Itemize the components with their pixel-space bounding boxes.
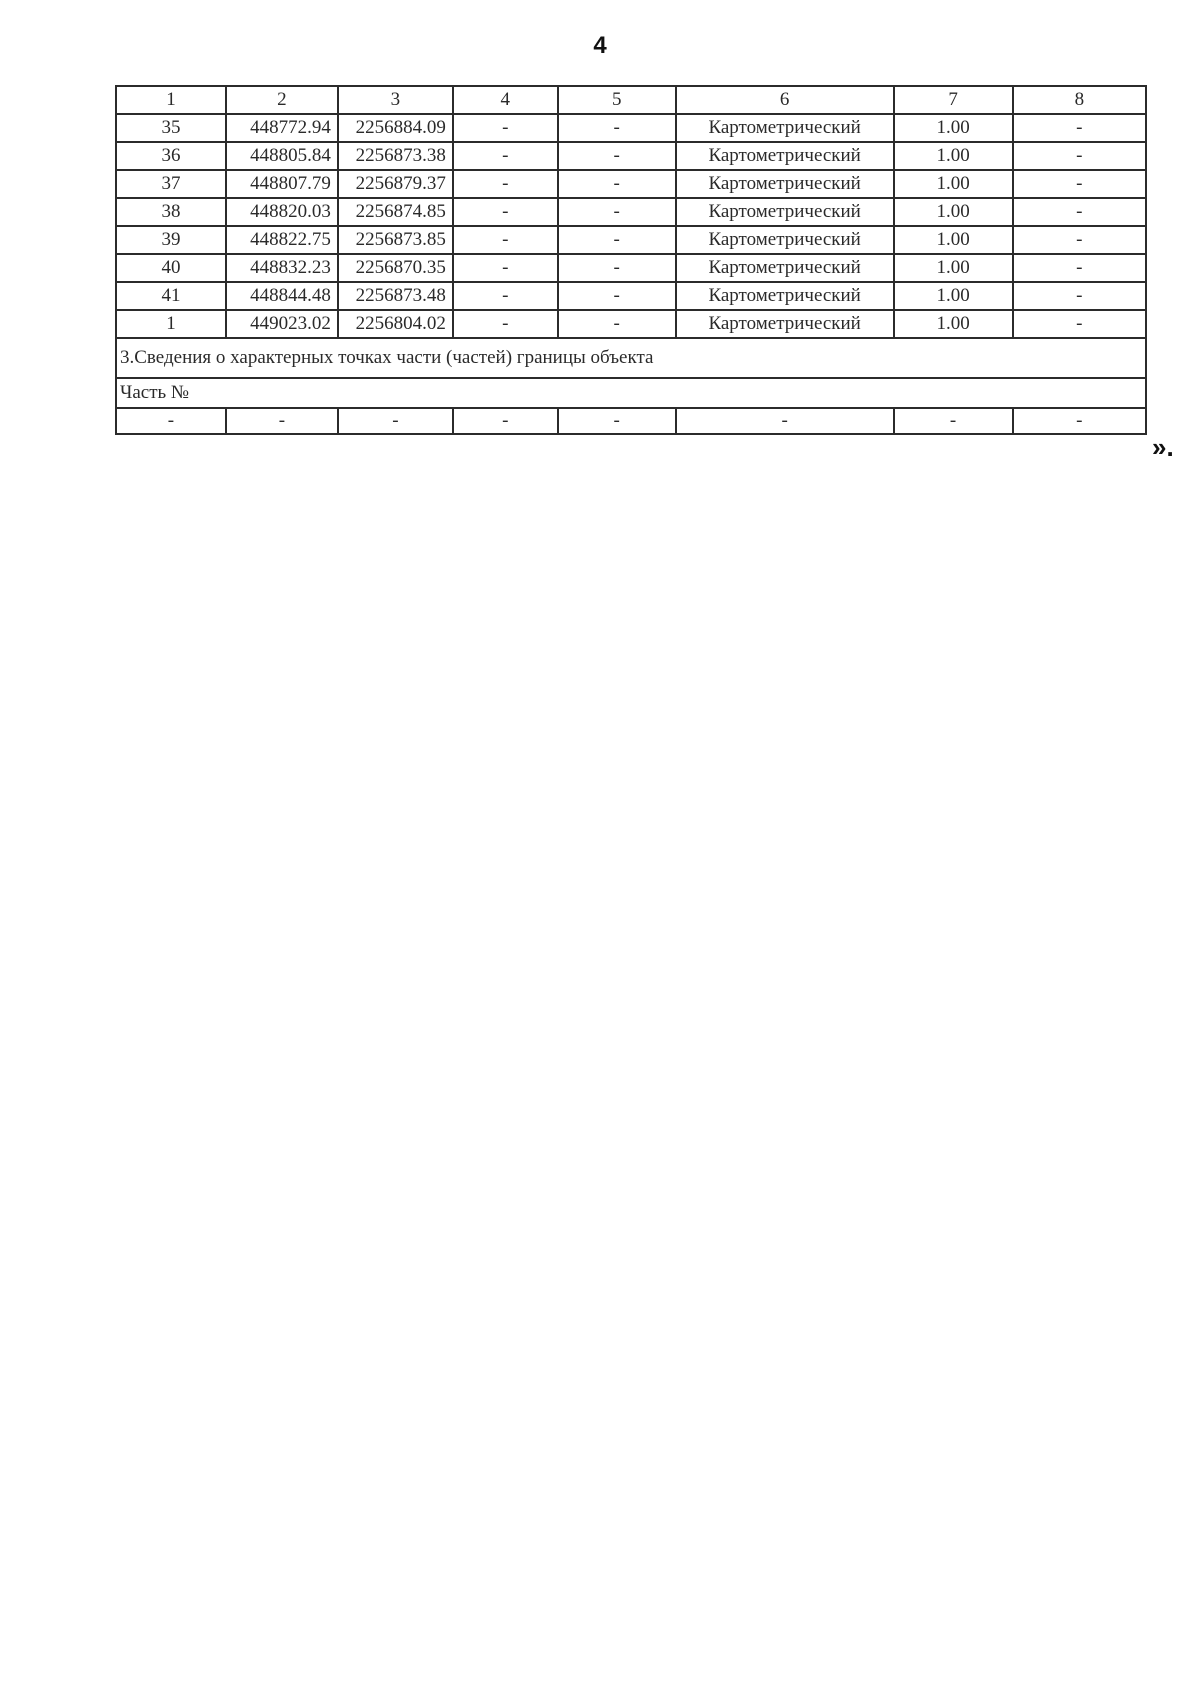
table-cell: - bbox=[1013, 198, 1146, 226]
column-header: 3 bbox=[338, 86, 453, 114]
table-cell: - bbox=[453, 170, 558, 198]
table-cell: - bbox=[558, 310, 676, 338]
y-coordinate-cell: 2256879.37 bbox=[338, 170, 453, 198]
x-coordinate-cell: 449023.02 bbox=[226, 310, 338, 338]
point-number-cell: 40 bbox=[116, 254, 226, 282]
table-cell: - bbox=[1013, 142, 1146, 170]
x-coordinate-cell: 448832.23 bbox=[226, 254, 338, 282]
table-cell: - bbox=[453, 226, 558, 254]
accuracy-cell: 1.00 bbox=[894, 226, 1013, 254]
table-cell: - bbox=[453, 142, 558, 170]
table-row bbox=[116, 170, 1146, 198]
table-cell: - bbox=[558, 226, 676, 254]
accuracy-cell: 1.00 bbox=[894, 170, 1013, 198]
y-coordinate-cell: 2256804.02 bbox=[338, 310, 453, 338]
x-coordinate-cell: 448822.75 bbox=[226, 226, 338, 254]
point-number-cell: 35 bbox=[116, 114, 226, 142]
table-cell: - bbox=[894, 408, 1013, 434]
table-row bbox=[116, 282, 1146, 310]
section-heading-row bbox=[116, 338, 1146, 378]
column-header: 4 bbox=[453, 86, 558, 114]
section-title: 3.Сведения о характерных точках части (частей) границы объекта bbox=[116, 338, 1146, 378]
table-row bbox=[116, 198, 1146, 226]
accuracy-cell: 1.00 bbox=[894, 142, 1013, 170]
point-number-cell: 37 bbox=[116, 170, 226, 198]
table-cell: - bbox=[1013, 408, 1146, 434]
point-number-cell: 1 bbox=[116, 310, 226, 338]
table-cell: - bbox=[558, 282, 676, 310]
table-cell: - bbox=[116, 408, 226, 434]
accuracy-cell: 1.00 bbox=[894, 310, 1013, 338]
column-header: 5 bbox=[558, 86, 676, 114]
part-label-row bbox=[116, 378, 1146, 408]
table-row bbox=[116, 226, 1146, 254]
table-cell: - bbox=[226, 408, 338, 434]
x-coordinate-cell: 448844.48 bbox=[226, 282, 338, 310]
table-cell: - bbox=[558, 142, 676, 170]
column-header: 8 bbox=[1013, 86, 1146, 114]
table-cell: - bbox=[453, 198, 558, 226]
table-cell: - bbox=[453, 254, 558, 282]
table-cell: - bbox=[1013, 114, 1146, 142]
point-number-cell: 38 bbox=[116, 198, 226, 226]
accuracy-cell: 1.00 bbox=[894, 282, 1013, 310]
method-cell: Картометрический bbox=[676, 282, 894, 310]
x-coordinate-cell: 448772.94 bbox=[226, 114, 338, 142]
table-cell: - bbox=[338, 408, 453, 434]
table-cell: - bbox=[453, 282, 558, 310]
table-cell: - bbox=[1013, 282, 1146, 310]
y-coordinate-cell: 2256873.48 bbox=[338, 282, 453, 310]
coordinates-table bbox=[115, 85, 1147, 435]
table-cell: - bbox=[558, 254, 676, 282]
column-header: 1 bbox=[116, 86, 226, 114]
method-cell: Картометрический bbox=[676, 226, 894, 254]
part-label: Часть № bbox=[116, 378, 1146, 408]
table-row bbox=[116, 142, 1146, 170]
column-header: 2 bbox=[226, 86, 338, 114]
table-cell: - bbox=[1013, 310, 1146, 338]
y-coordinate-cell: 2256873.85 bbox=[338, 226, 453, 254]
coordinates-table-container bbox=[115, 85, 1147, 435]
accuracy-cell: 1.00 bbox=[894, 254, 1013, 282]
table-cell: - bbox=[1013, 226, 1146, 254]
empty-table-row bbox=[116, 408, 1146, 434]
y-coordinate-cell: 2256870.35 bbox=[338, 254, 453, 282]
method-cell: Картометрический bbox=[676, 310, 894, 338]
accuracy-cell: 1.00 bbox=[894, 198, 1013, 226]
method-cell: Картометрический bbox=[676, 254, 894, 282]
table-cell: - bbox=[558, 408, 676, 434]
table-cell: - bbox=[558, 198, 676, 226]
y-coordinate-cell: 2256884.09 bbox=[338, 114, 453, 142]
closing-quote-mark: ». bbox=[1152, 432, 1174, 462]
table-row bbox=[116, 254, 1146, 282]
page-number: 4 bbox=[593, 32, 607, 59]
table-cell: - bbox=[1013, 254, 1146, 282]
point-number-cell: 41 bbox=[116, 282, 226, 310]
x-coordinate-cell: 448807.79 bbox=[226, 170, 338, 198]
table-cell: - bbox=[558, 114, 676, 142]
table-cell: - bbox=[1013, 170, 1146, 198]
point-number-cell: 36 bbox=[116, 142, 226, 170]
method-cell: Картометрический bbox=[676, 198, 894, 226]
table-cell: - bbox=[453, 114, 558, 142]
table-cell: - bbox=[558, 170, 676, 198]
method-cell: Картометрический bbox=[676, 142, 894, 170]
table-cell: - bbox=[453, 408, 558, 434]
accuracy-cell: 1.00 bbox=[894, 114, 1013, 142]
table-cell: - bbox=[676, 408, 894, 434]
point-number-cell: 39 bbox=[116, 226, 226, 254]
table-row bbox=[116, 114, 1146, 142]
x-coordinate-cell: 448820.03 bbox=[226, 198, 338, 226]
column-header: 7 bbox=[894, 86, 1013, 114]
method-cell: Картометрический bbox=[676, 114, 894, 142]
x-coordinate-cell: 448805.84 bbox=[226, 142, 338, 170]
table-cell: - bbox=[453, 310, 558, 338]
method-cell: Картометрический bbox=[676, 170, 894, 198]
column-header: 6 bbox=[676, 86, 894, 114]
y-coordinate-cell: 2256873.38 bbox=[338, 142, 453, 170]
y-coordinate-cell: 2256874.85 bbox=[338, 198, 453, 226]
table-header-row bbox=[116, 86, 1146, 114]
table-row bbox=[116, 310, 1146, 338]
